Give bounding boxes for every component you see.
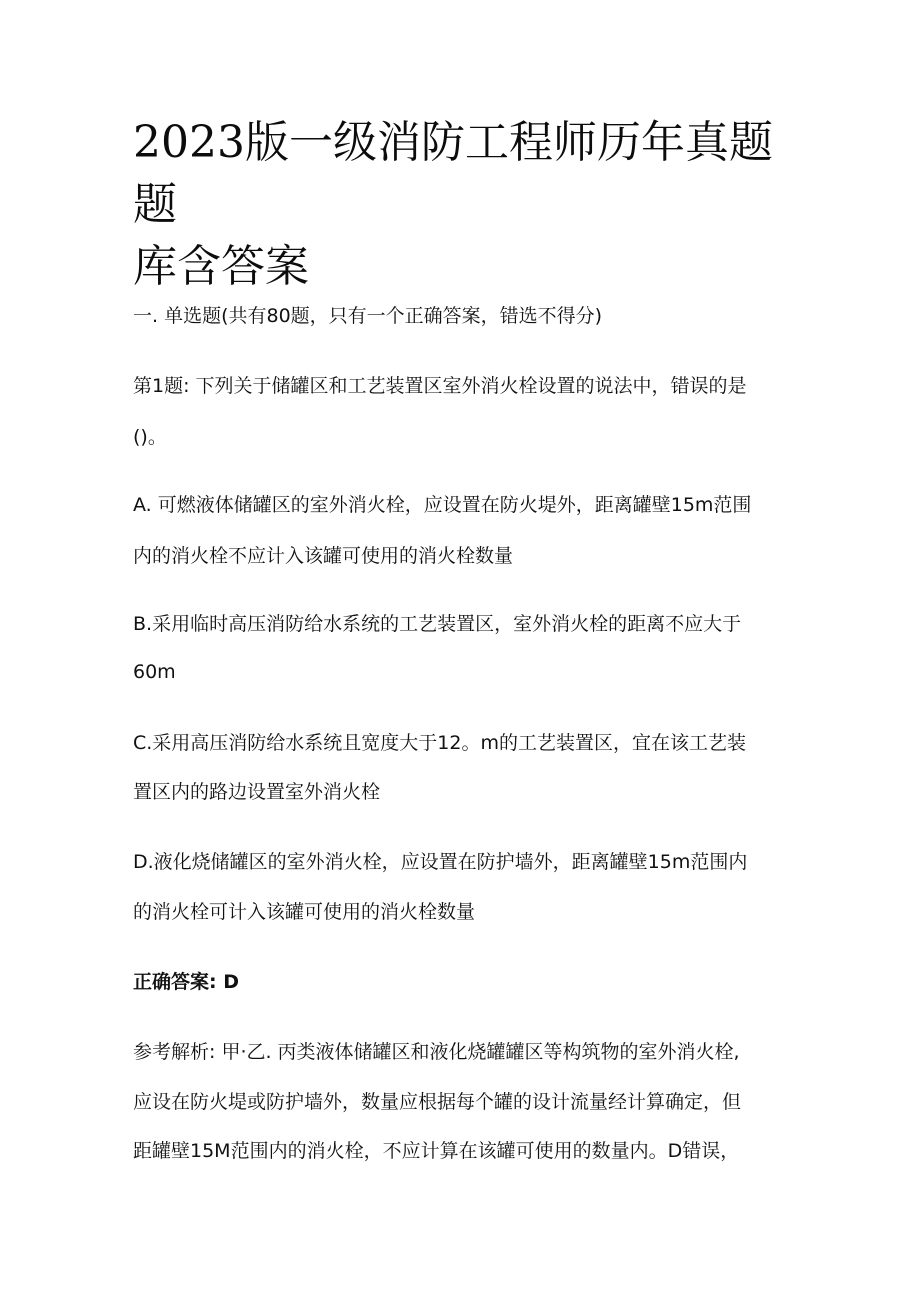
section-heading: 一. 单选题(共有80题，只有一个正确答案，错选不得分) xyxy=(133,305,603,327)
document-title xyxy=(133,112,813,298)
analysis-line-2: 应设在防火堤或防护墙外，数量应根据每个罐的设计流量经计算确定，但 xyxy=(133,1091,742,1113)
correct-answer: 正确答案: D xyxy=(133,971,239,993)
option-b-line-2: 60m xyxy=(133,661,176,683)
title-line-1: 2023版一级消防工程师历年真题题 xyxy=(133,117,773,230)
option-d-line-2: 的消火栓可计入该罐可使用的消火栓数量 xyxy=(133,901,476,923)
title-line-2: 库含答案 xyxy=(133,241,309,292)
question-text-line-1: 第1题: 下列关于储罐区和工艺装置区室外消火栓设置的说法中，错误的是 xyxy=(133,375,747,397)
option-a-line-2: 内的消火栓不应计入该罐可使用的消火栓数量 xyxy=(133,545,514,567)
option-b-line-1: B.采用临时高压消防给水系统的工艺装置区，室外消火栓的距离不应大于 xyxy=(133,613,742,635)
analysis-line-3: 距罐壁15M范围内的消火栓，不应计算在该罐可使用的数量内。D错误， xyxy=(133,1140,740,1162)
option-c-line-1: C.采用高压消防给水系统且宽度大于12。m的工艺装置区，宜在该工艺装 xyxy=(133,732,746,754)
question-text-line-2: ()。 xyxy=(133,426,167,448)
option-c-line-2: 置区内的路边设置室外消火栓 xyxy=(133,781,381,803)
option-a-line-1: A. 可燃液体储罐区的室外消火栓，应设置在防火堤外，距离罐壁15m范围 xyxy=(133,494,752,516)
option-d-line-1: D.液化烧储罐区的室外消火栓，应设置在防护墙外，距离罐壁15m范围内 xyxy=(133,851,748,873)
analysis-line-1: 参考解析: 甲·乙. 丙类液体储罐区和液化烧罐罐区等构筑物的室外消火栓, xyxy=(133,1041,740,1063)
